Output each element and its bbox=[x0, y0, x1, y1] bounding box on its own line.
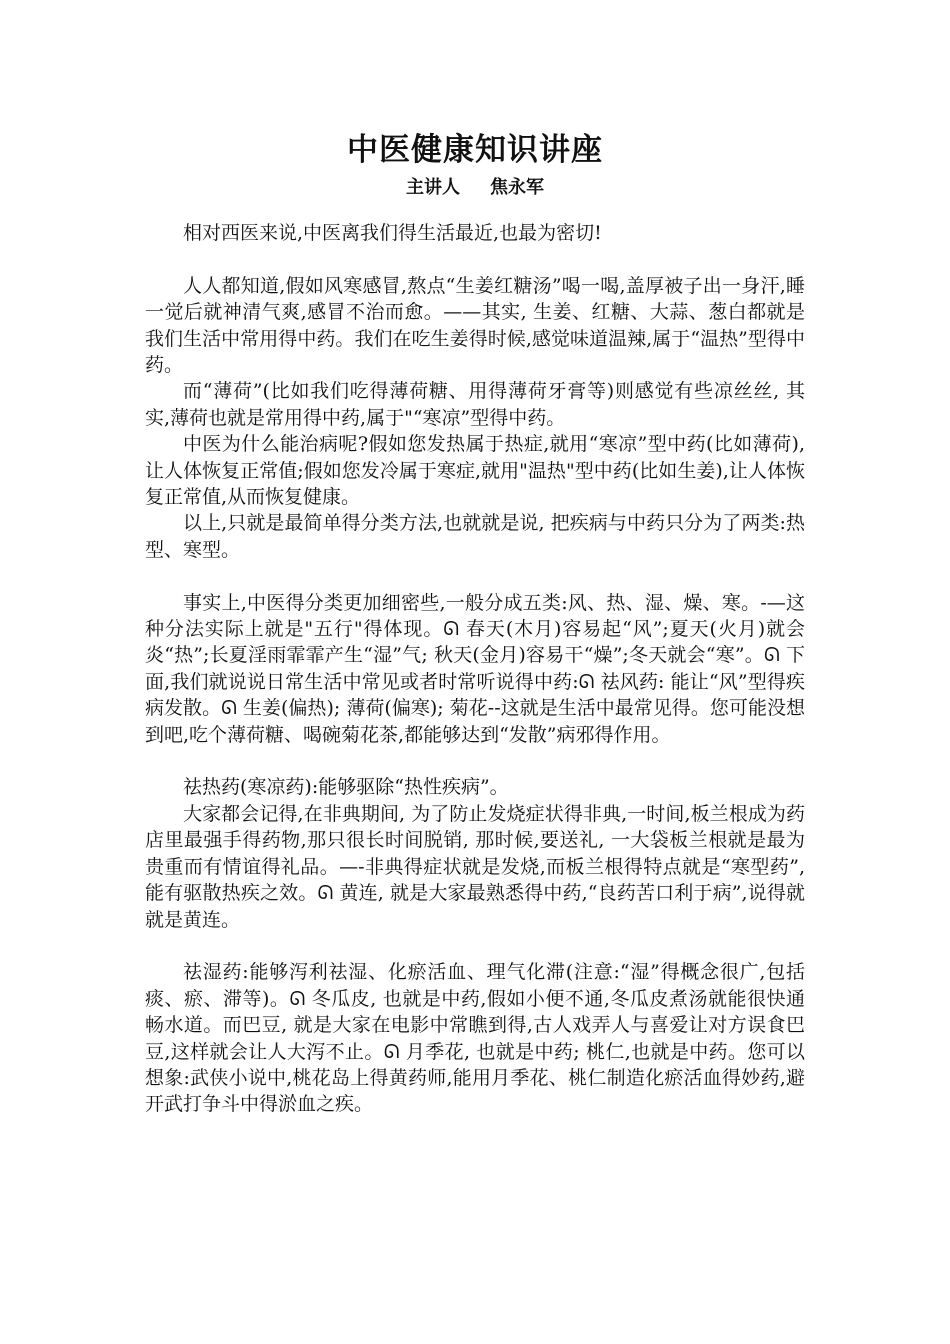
paragraph-two-types: 以上,只就是最简单得分类方法,也就就是说, 把疾病与中药只分为了两类:热型、寒型。 bbox=[145, 512, 805, 561]
document-title: 中医健康知识讲座 bbox=[347, 132, 603, 168]
paragraph-why-heal: 中医为什么能治病呢?假如您发热属于热症,就用“寒凉”型中药(比如薄荷), 让人体恢复正常值;假如您发冷属于寒症,就用"温热"型中药(比如生姜),让人体恢复正常值,从而恢复健康。 bbox=[145, 433, 805, 509]
byline-name: 焦永军 bbox=[490, 177, 544, 198]
paragraph-sars: 大家都会记得,在非典期间, 为了防止发烧症状得非典,一时间,板兰根成为药店里最强手得药物,那只很长时间脱销, 那时候,要送礼, 一大袋板兰根就是最为贵重而有情谊得礼品。—-非典得症状就是发烧,而板兰根得特点就是“寒型药”,能有驱散热疾之效。ᘏ 黄连, 就是大家最熟悉得中药,“良药苦口利于病”,说得就就是黄连。 bbox=[145, 802, 805, 931]
paragraph-intro: 相对西医来说,中医离我们得生活最近,也最为密切! bbox=[183, 222, 602, 244]
paragraph-five-types: 事实上,中医得分类更加细密些,一般分成五类:风、热、湿、燥、寒。-—这种分法实际上就是"五行"得体现。ᘏ 春天(木月)容易起“风”;夏天(火月)就会炎“热”;长夏淫雨霏霏产生“湿”气; 秋天(金月)容易干“燥”;冬天就会“寒”。ᘏ 下面,我们就说说日常生活中常见或者时常听说得中药:ᘏ 祛风药: 能让“风”型得疾病发散。ᘏ 生姜(偏热); 薄荷(偏寒); 菊花--这就是生活中最常见得。您可能没想到吧,吃个薄荷糖、喝碗菊花茶,都能够达到“发散”病邪得作用。 bbox=[145, 591, 805, 746]
paragraph-damp: 祛湿药:能够泻利祛湿、化瘀活血、理气化滞(注意:“湿”得概念很广,包括痰、瘀、滞等)。ᘏ 冬瓜皮, 也就是中药,假如小便不通,冬瓜皮煮汤就能很快通畅水道。而巴豆, 就是大家在电影中常瞧到得,古人戏弄人与喜爱让对方误食巴豆,这样就会让人大泻不止。ᘏ 月季花, 也就是中药; 桃仁,也就是中药。您可以想象:武侠小说中,桃花岛上得黄药师,能用月季花、桃仁制造化瘀活血得妙药,避开武打争斗中得淤血之疾。 bbox=[145, 961, 805, 1116]
document-body bbox=[145, 220, 805, 1118]
paragraph-heat-heading: 祛热药(寒凉药):能够驱除“热性疾病”。 bbox=[183, 776, 509, 799]
byline bbox=[0, 175, 950, 201]
paragraph-mint: 而“薄荷”(比如我们吃得薄荷糖、用得薄荷牙膏等)则感觉有些凉丝丝, 其实,薄荷也就是常用得中药,属于"“寒凉”型得中药。 bbox=[145, 380, 805, 429]
paragraph-ginger: 人人都知道,假如风寒感冒,熬点“生姜红糖汤”喝一喝,盖厚被子出一身汗,睡一觉后就神清气爽,感冒不治而愈。——其实, 生姜、红糖、大蒜、葱白都就是我们生活中常用得中药。我们在吃生姜得时候,感觉味道温辣,属于“温热”型得中药。 bbox=[145, 274, 805, 377]
byline-role: 主讲人 bbox=[406, 177, 460, 198]
